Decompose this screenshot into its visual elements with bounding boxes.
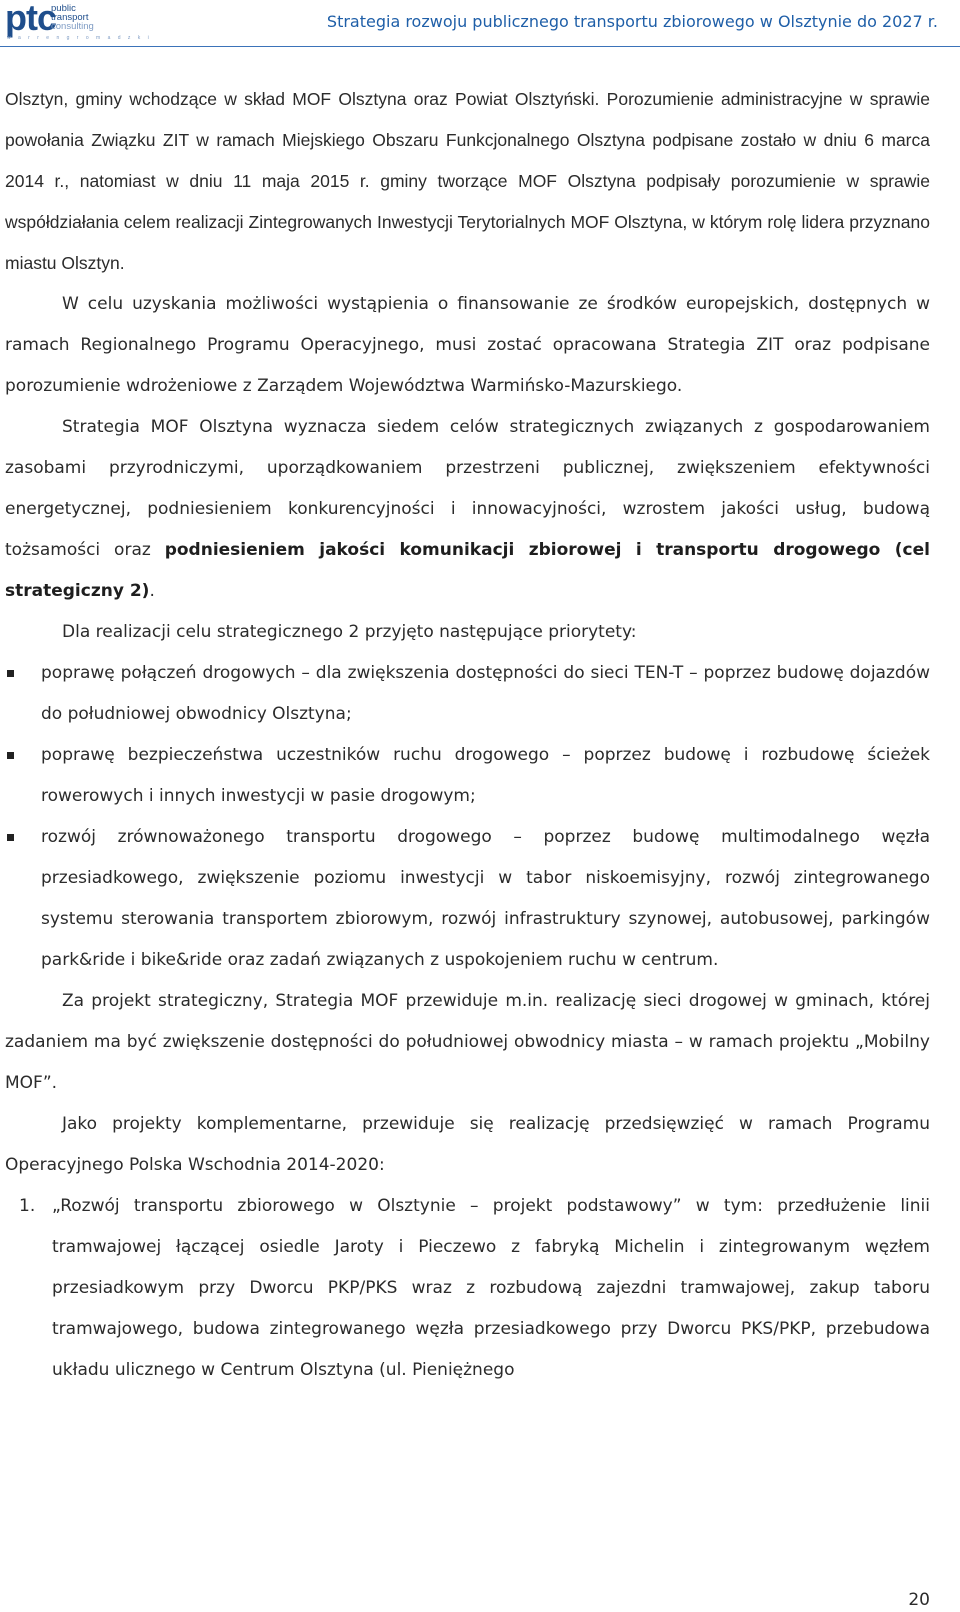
project-list [5, 1186, 930, 1391]
paragraph-4: Dla realizacji celu strategicznego 2 przyjęto następujące priorytety: [62, 622, 637, 642]
bullet-square-icon [7, 834, 14, 841]
paragraph-3: Strategia MOF Olsztyna wyznacza siedem celów strategicznych związanych z gospodarowaniem zasobami przyrodniczymi, uporządkowaniem przestrzeni publicznej, zwiększeniem efektywności energetycznej, podniesieniem konkurencyjności i innowacyjności, wzrostem jakości usług, budową tożsamości oraz podniesieniem jakości komunikacji zbiorowej i transportu drogowego (cel strategiczny 2). [5, 417, 930, 601]
header-divider [0, 46, 960, 47]
bullet-square-icon [7, 670, 14, 677]
priority-list [5, 653, 930, 981]
list-item: rozwój zrównoważonego transportu drogowego – poprzez budowę multimodalnego węzła przesiadkowego, zwiększenie poziomu inwestycji w tabor niskoemisyjny, rozwój zintegrowanego systemu sterowania transportem zbiorowym, rozwój infrastruktury szynowej, autobusowej, parkingów park&ride i bike&ride oraz zadań związanych z uspokojeniem ruchu w centrum. [5, 817, 930, 981]
bold-emphasis: podniesieniem jakości komunikacji zbiorowej i transportu drogowego (cel strategiczny 2) [5, 540, 930, 601]
paragraph-6: Jako projekty komplementarne, przewiduje się realizację przedsięwzięć w ramach Programu Operacyjnego Polska Wschodnia 2014-2020: [5, 1114, 930, 1175]
list-item: poprawę połączeń drogowych – dla zwiększenia dostępności do sieci TEN-T – poprzez budowę dojazdów do południowej obwodnicy Olsztyna; [5, 653, 930, 735]
list-item: poprawę bezpieczeństwa uczestników ruchu drogowego – poprzez budowę i rozbudowę ścieżek rowerowych i innych inwestycji w pasie drogowym; [5, 735, 930, 817]
list-item: 1. „Rozwój transportu zbiorowego w Olsztynie – projekt podstawowy” w tym: przedłużenie linii tramwajowej łączącej osiedle Jaroty i Pieczewo z fabryką Michelin i zintegrowanym węzłem przesiadkowym przy Dworcu PKP/PKS wraz z rozbudową zajezdni tramwajowej, zakup taboru tramwajowego, budowa zintegrowanego węzła przesiadkowego przy Dworcu PKS/PKP, przebudowa układu ulicznego w Centrum Olsztyna (ul. Pieniężnego [5, 1186, 930, 1391]
logo-mark: ptc [5, 0, 56, 38]
logo-tagline: w a r r e n g r o m a d z k i [7, 35, 152, 41]
paragraph-1: Olsztyn, gminy wchodzące w skład MOF Olsztyna oraz Powiat Olsztyński. Porozumienie administracyjne w sprawie powołania Związku ZIT w ramach Miejskiego Obszaru Funkcjonalnego Olsztyna podpisane zostało w dniu 6 marca 2014 r., natomiast w dniu 11 maja 2015 r. gminy tworzące MOF Olsztyna podpisały porozumienie w sprawie współdziałania celem realizacji Zintegrowanych Inwestycji Terytorialnych MOF Olsztyna, w którym rolę lidera przyznano miastu Olsztyn. [5, 89, 930, 273]
list-number: 1. [19, 1196, 36, 1216]
bullet-square-icon [7, 752, 14, 759]
page-body [5, 79, 930, 1391]
page-number: 20 [908, 1590, 930, 1610]
paragraph-5: Za projekt strategiczny, Strategia MOF przewiduje m.in. realizację sieci drogowej w gminach, której zadaniem ma być zwiększenie dostępności do południowej obwodnicy miasta – w ramach projektu „Mobilny MOF”. [5, 991, 930, 1093]
page-header [0, 0, 960, 50]
document-title: Strategia rozwoju publicznego transportu zbiorowego w Olsztynie do 2027 r. [326, 12, 938, 31]
paragraph-2: W celu uzyskania możliwości wystąpienia o finansowanie ze środków europejskich, dostępnych w ramach Regionalnego Programu Operacyjnego, musi zostać opracowana Strategia ZIT oraz podpisane porozumienie wdrożeniowe z Zarządem Województwa Warmińsko-Mazurskiego. [5, 294, 930, 396]
logo-wordmark: public transport consulting [51, 3, 94, 32]
ptc-logo [5, 0, 152, 44]
